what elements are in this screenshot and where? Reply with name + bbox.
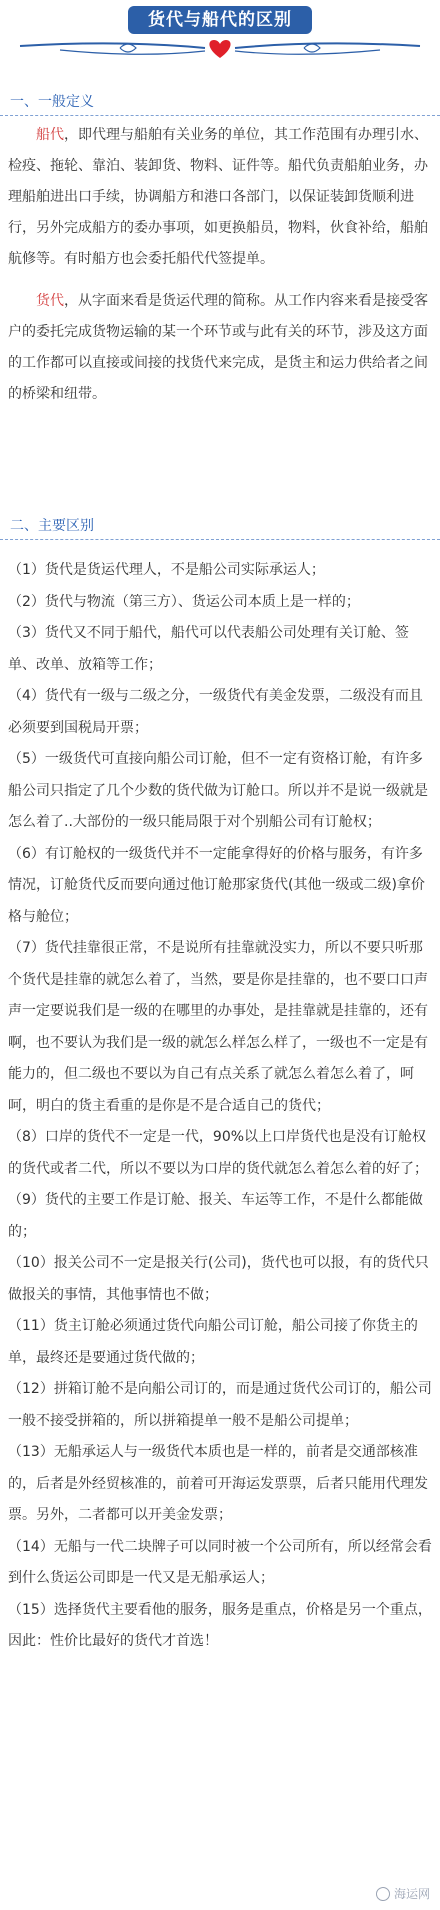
list-item: （11）货主订舱必须通过货代向船公司订舱，船公司接了你货主的单，最终还是要通过货代做的； bbox=[8, 1318, 418, 1366]
freight-forwarder-text: ，从字面来看是货运代理的简称。从工作内容来看是接受客户的委托完成货物运输的某一个环节或与此有关的环节，涉及这方面的工作都可以直接或间接的找货代来完成，是货主和运力供给者之间的桥梁和纽带。 bbox=[8, 293, 428, 402]
list-item: （1）货代是货运代理人，不是船公司实际承运人； bbox=[8, 562, 325, 578]
ship-agent-text: ，即代理与船舶有关业务的单位，其工作范围有办理引水、检疫、拖轮、靠泊、装卸货、物料、证件等。船代负责船舶业务，办理船舶进出口手续，协调船方和港口各部门，以保证装卸货顺利进行，另外完成船方的委办事项，如更换船员，物料，伙食补给，船舶航修等。有时船方也会委托船代代签提单。 bbox=[8, 127, 428, 267]
list-item: （15）选择货代主要看他的服务，服务是重点，价格是另一个重点，因此：性价比最好的货代才首选！ bbox=[8, 1601, 432, 1649]
term-freight-forwarder: 货代 bbox=[36, 293, 64, 309]
list-item: （6）有订舱权的一级货代并不一定能拿得好的价格与服务，有许多情况，订舱货代反而要向通过他订舱那家货代(其他一级或二级)拿价格与舱位； bbox=[8, 845, 425, 925]
list-item: （13）无船承运人与一级货代本质也是一样的，前者是交通部核准的，后者是外经贸核准的，前着可开海运发票票，后者只能用代理发票。另外，二者都可以开美金发票； bbox=[8, 1444, 428, 1523]
list-item: （9）货代的主要工作是订舱、报关、车运等工作，不是什么都能做的； bbox=[8, 1192, 423, 1240]
list-item: （4）货代有一级与二级之分，一级货代有美金发票，二级没有而且必须要到国税局开票； bbox=[8, 688, 423, 736]
list-item: （7）货代挂靠很正常，不是说所有挂靠就没实力，所以不要只听那个货代是挂靠的就怎么着了，当然，要是你是挂靠的，也不要口口声声一定要说我们是一级的在哪里的办事处，是挂靠就是挂靠的，还有啊，也不要认为我们是一级的就怎么样怎么样了，一级也不一定是有能力的，但二级也不要以为自己有点关系了就怎么着怎么着了，呵呵，明白的货主看重的是你是不是合适自己的货代； bbox=[8, 940, 428, 1114]
section-heading-text: 二、主要区别 bbox=[10, 518, 94, 534]
list-item: （14）无船与一代二块牌子可以同时被一个公司所有，所以经常会看到什么货运公司即是一代又是无船承运人； bbox=[8, 1538, 432, 1586]
watermark bbox=[376, 1885, 430, 1902]
section-heading-differences bbox=[0, 512, 440, 540]
differences-list bbox=[8, 555, 432, 1658]
paragraph-ship-agent bbox=[8, 120, 432, 275]
watermark-text: 海运网 bbox=[393, 1887, 430, 1901]
section-heading-text: 一、一般定义 bbox=[10, 94, 94, 110]
section-heading-definition bbox=[0, 88, 440, 116]
dashed-divider bbox=[0, 539, 440, 540]
term-ship-agent: 船代 bbox=[36, 127, 64, 143]
dashed-divider bbox=[0, 115, 440, 116]
list-item: （10）报关公司不一定是报关行(公司)，货代也可以报，有的货代只做报关的事情，其他事情也不做； bbox=[8, 1255, 429, 1303]
logo-circle-icon bbox=[376, 1887, 390, 1901]
paragraph-freight-forwarder bbox=[8, 286, 432, 410]
header bbox=[0, 0, 440, 62]
ornament-divider bbox=[0, 36, 440, 62]
list-item: （12）拼箱订舱不是向船公司订的，而是通过货代公司订的，船公司一般不接受拼箱的，所以拼箱提单一般不是船公司提单； bbox=[8, 1381, 432, 1429]
list-item: （2）货代与物流（第三方）、货运公司本质上是一样的； bbox=[8, 593, 360, 610]
heart-icon bbox=[209, 40, 230, 58]
list-item: （5）一级货代可直接向船公司订舱，但不一定有资格订舱，有许多船公司只指定了几个少数的货代做为订舱口。所以并不是说一级就是怎么着了..大部份的一级只能局限于对个别船公司有订舱权； bbox=[8, 751, 428, 830]
list-item: （8）口岸的货代不一定是一代，90%以上口岸货代也是没有订舱权的货代或者二代，所以不要以为口岸的货代就怎么着怎么着的好了； bbox=[8, 1129, 428, 1177]
page-title: 货代与船代的区别 bbox=[128, 6, 312, 34]
list-item: （3）货代又不同于船代，船代可以代表船公司处理有关订舱、签单、改单、放箱等工作； bbox=[8, 625, 409, 673]
